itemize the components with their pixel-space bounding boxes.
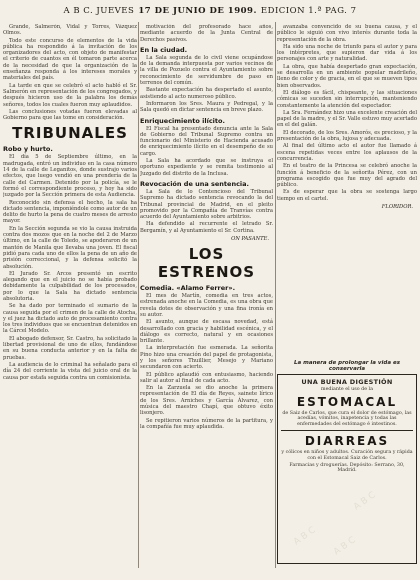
paragraph: Grande, Salmerón, Vidal y Torres, Vázquez Olmos.	[3, 24, 137, 37]
paragraph: El decorado, de los Sres. Amorós, es precioso, y la presentación de la obra, lujosa y adecuada.	[277, 129, 417, 143]
subhead-ciudad: En la ciudad.	[140, 45, 188, 54]
column-2	[140, 24, 273, 566]
paragraph: El asunto, aunque de escasa novedad, está desarrollado con gracia y habilidad escénica, y el diálogo es correcto, natural y en ocasiones brillante.	[140, 319, 273, 345]
paragraph: El Jurado Sr. Arcos presentó un escrito alegando que en el juicio no se había probado debidamente la culpabilidad de los procesados, por lo que la Sala ha dictado sentencia absolutoria.	[3, 270, 137, 302]
paragraph: La obra, que había despertado gran expectación, se desarrolla en un ambiente popular madrileño, lleno de color y de gracia, en el que se mueven tipos bien observados.	[277, 63, 417, 89]
paragraph: Se repitieron varios números de la partitura, y la compañía fue muy aplaudida.	[140, 417, 273, 430]
paragraph: La Sala de lo Contencioso del Tribunal Supremo ha dictado sentencia revocando la del Tribunal provincial de Madrid, en el pleito promovido por la Compañía de Tranvías contra acuerdo del Ayuntamiento sobre arbitrios.	[140, 188, 273, 221]
ad-line3: de Saiz de Carlos, que cura el dolor de estómago, las acedías, vómitos, inapetencia y todas las enfermedades del estómago é intestinos.	[282, 410, 412, 427]
paragraph: Es de esperar que la obra se sostenga largo tiempo en el cartel.	[277, 189, 417, 202]
paragraph: La Sra. Fernández hizo una excelente creación del papel de la madre, y el Sr. Valle estuvo muy acertado en el del galán.	[277, 109, 417, 129]
paragraph: La Sala segunda de lo civil viene ocupándose de la demanda interpuesta por varios vecinos de la villa de Pozuelo contra el Ayuntamiento sobre reconocimiento de servidumbre de paso en terrenos del común.	[140, 54, 273, 87]
signature: ON PASANTE.	[231, 236, 269, 243]
ad-divider	[281, 430, 413, 431]
page-header	[0, 0, 420, 22]
column-rule	[138, 22, 139, 568]
svg-text:A B C: A B C	[351, 490, 378, 513]
column-rule	[275, 22, 276, 568]
subhead-enriquecimiento: Enriquecimiento ilícito.	[140, 116, 225, 125]
paragraph: En la Zarzuela se dio anoche la primera representación de El día de Reyes, sainete lírico de los Sres. Arniches y García Álvarez, con música del maestro Chapí, que obtuvo éxito lisonjero.	[140, 385, 273, 417]
ad-box	[277, 374, 417, 564]
paragraph: Ha sido una noche de triunfo para el autor y para los intérpretes, que supieron dar vida á los personajes con arte y naturalidad.	[277, 43, 417, 63]
svg-text:A B C: A B C	[331, 535, 358, 558]
paragraph: motivación del profesorado hace años, mediante acuerdo de la Junta Central de Derechos pasivos.	[140, 24, 273, 43]
svg-text:A B C: A B C	[291, 525, 318, 548]
paragraph: El diálogo es fácil, chispeante, y las situaciones cómicas se suceden sin interrupción, manteniendo constantemente la atención del espectador.	[277, 89, 417, 109]
paragraph: La Sala ha acordado que se instruya el oportuno expediente y se remita testimonio al Juzgado del distrito de la Inclusa.	[140, 158, 273, 177]
subhead-comedia: Comedia. «Alamo Ferrer».	[140, 284, 236, 293]
paragraph: El mes de Martín, comedia en tres actos, estrenada anoche en la Comedia, es una obra que revela dotes de observación y una fina ironía en su autor.	[140, 293, 273, 318]
paragraph: Reconocido sin defensa el hecho, la sala ha dictado sentencia, imponiéndole como autor de un delito de hurto la pena de cuatro meses de arresto mayor.	[3, 199, 137, 225]
paragraph: En el teatro de la Princesa se celebró anoche la función á beneficio de la señorita Pérez, con un programa escogido que fue muy del agrado del público.	[277, 163, 417, 189]
paragraph: avanzaba convencido de su buena causa, y el público le siguió con vivo interés durante toda la representación de la obra.	[277, 24, 417, 43]
paragraph: El abogado defensor, Sr. Castro, ha solicitado la libertad provisional de uno de ellos, fundándose en su buena conducta anterior y en la falta de pruebas.	[3, 335, 137, 361]
header-left: A B C. JUEVES	[63, 6, 135, 16]
paragraph: La tarde en que se celebró el acto habló el Sr. Salmerón en representación de los congregados, y después hicieron uso de la palabra los demás señores, todos los cuales fueron muy aplaudidos.	[3, 82, 137, 108]
header-date: 17 DE JUNIO DE 1909.	[138, 6, 257, 16]
ad-line2: mediante el uso de la	[321, 387, 373, 392]
paragraph: Informaron los Sres. Maura y Pedregal, y la Sala quedó en dictar sentencia en breve plazo.	[140, 100, 273, 114]
paragraph: El Fiscal ha presentado denuncia ante la Sala de Gobierno del Tribunal Supremo contra un funcionario del Ministerio de Hacienda acusado de enriquecimiento ilícito en el desempeño de su cargo.	[140, 125, 273, 157]
signature: FLORIDOR.	[381, 204, 413, 211]
ad-line1: UNA BUENA DIGESTIÓN	[301, 378, 393, 386]
paragraph: El día 5 de Septiembre último, en la madrugada, entró un individuo en la casa número 14 de la calle de Leganitos, donde sustrajo varios efectos, que luego vendió en una prendería de la calle del Carmen. Detenido por la policía, se le formó el correspondiente proceso, y hoy ha sido juzgado por la Sección primera de esta Audiencia.	[3, 154, 137, 199]
paragraph: Se ha dado por terminado el sumario de la causa seguida por el crimen de la calle de Atocha, y el juez ha dictado auto de procesamiento contra los tres individuos que se encuentran detenidos en la Cárcel Modelo.	[3, 303, 137, 335]
paragraph: La audiencia de lo criminal ha señalado para el día 24 del corriente la vista del juicio oral de la causa por estafa seguida contra un comisionista.	[3, 361, 137, 381]
paragraph: Bastante expectación ha despertado el asunto, asistiendo al acto numeroso público.	[140, 87, 273, 100]
ad-big1: ESTOMACAL	[296, 394, 398, 409]
paragraph: La interpretación fue esmerada. La señorita Pino hizo una creación del papel de protagonista, y los señores Thuillier, Mesejo y Mariano secundaron con acierto.	[140, 345, 273, 371]
column-3	[277, 24, 417, 358]
ad-line4: y cólicos en niños y adultos. Curación segura y rápida con el Estomacal Saiz de Carlos.	[281, 450, 413, 461]
ad-tagline: La manera de prolongar la vida es conservarla	[294, 360, 400, 372]
paragraph: Ha defendido al recurrente el letrado Sr. Bergamín, y al Ayuntamiento el Sr. Cortina.	[140, 221, 273, 234]
subhead-robo: Robo y hurto.	[3, 145, 53, 154]
paragraph: Al final del último acto el autor fue llamado á escena repetidas veces entre los aplausos de la concurrencia.	[277, 143, 417, 162]
ad-big2: DIARREAS	[304, 434, 390, 449]
paragraph: En la Sección segunda se vio la causa instruida contra dos mozos que en la noche del 2 de Marzo último, en la calle de Toledo, se apoderaron de un mantón de Manila que llevaba una joven. El fiscal pidió para cada uno de ellos la pena de un año de prisión correccional, y la defensa solicitó la absolución.	[3, 225, 137, 270]
paragraph: El público aplaudió con entusiasmo, haciendo salir al autor al final de cada acto.	[140, 371, 273, 384]
advertisement	[277, 360, 417, 565]
ad-line5: Farmacias y droguerías. Depósito: Serrano, 30, Madrid.	[289, 462, 405, 474]
paragraph: Las conclusiones votadas fueron elevadas al Gobierno para que las tome en consideración.	[3, 108, 137, 122]
section-title-estrenos: LOS ESTRENOS	[157, 245, 256, 282]
section-title-tribunales: TRIBUNALES	[12, 124, 128, 143]
header-right: EDICION 1.ª PAG. 7	[260, 6, 357, 16]
subhead-revocacion: Revocación de una sentencia.	[140, 179, 250, 188]
paragraph: Todo este concurso de elementos de la vida pública ha respondido á la invitación de los organizadores del acto, con objeto de manifestar el criterio de cuantos en él tomaron parte acerca de la necesidad de que la organización de la enseñanza responda á los intereses morales y materiales del país.	[3, 37, 137, 82]
column-1	[3, 24, 137, 566]
